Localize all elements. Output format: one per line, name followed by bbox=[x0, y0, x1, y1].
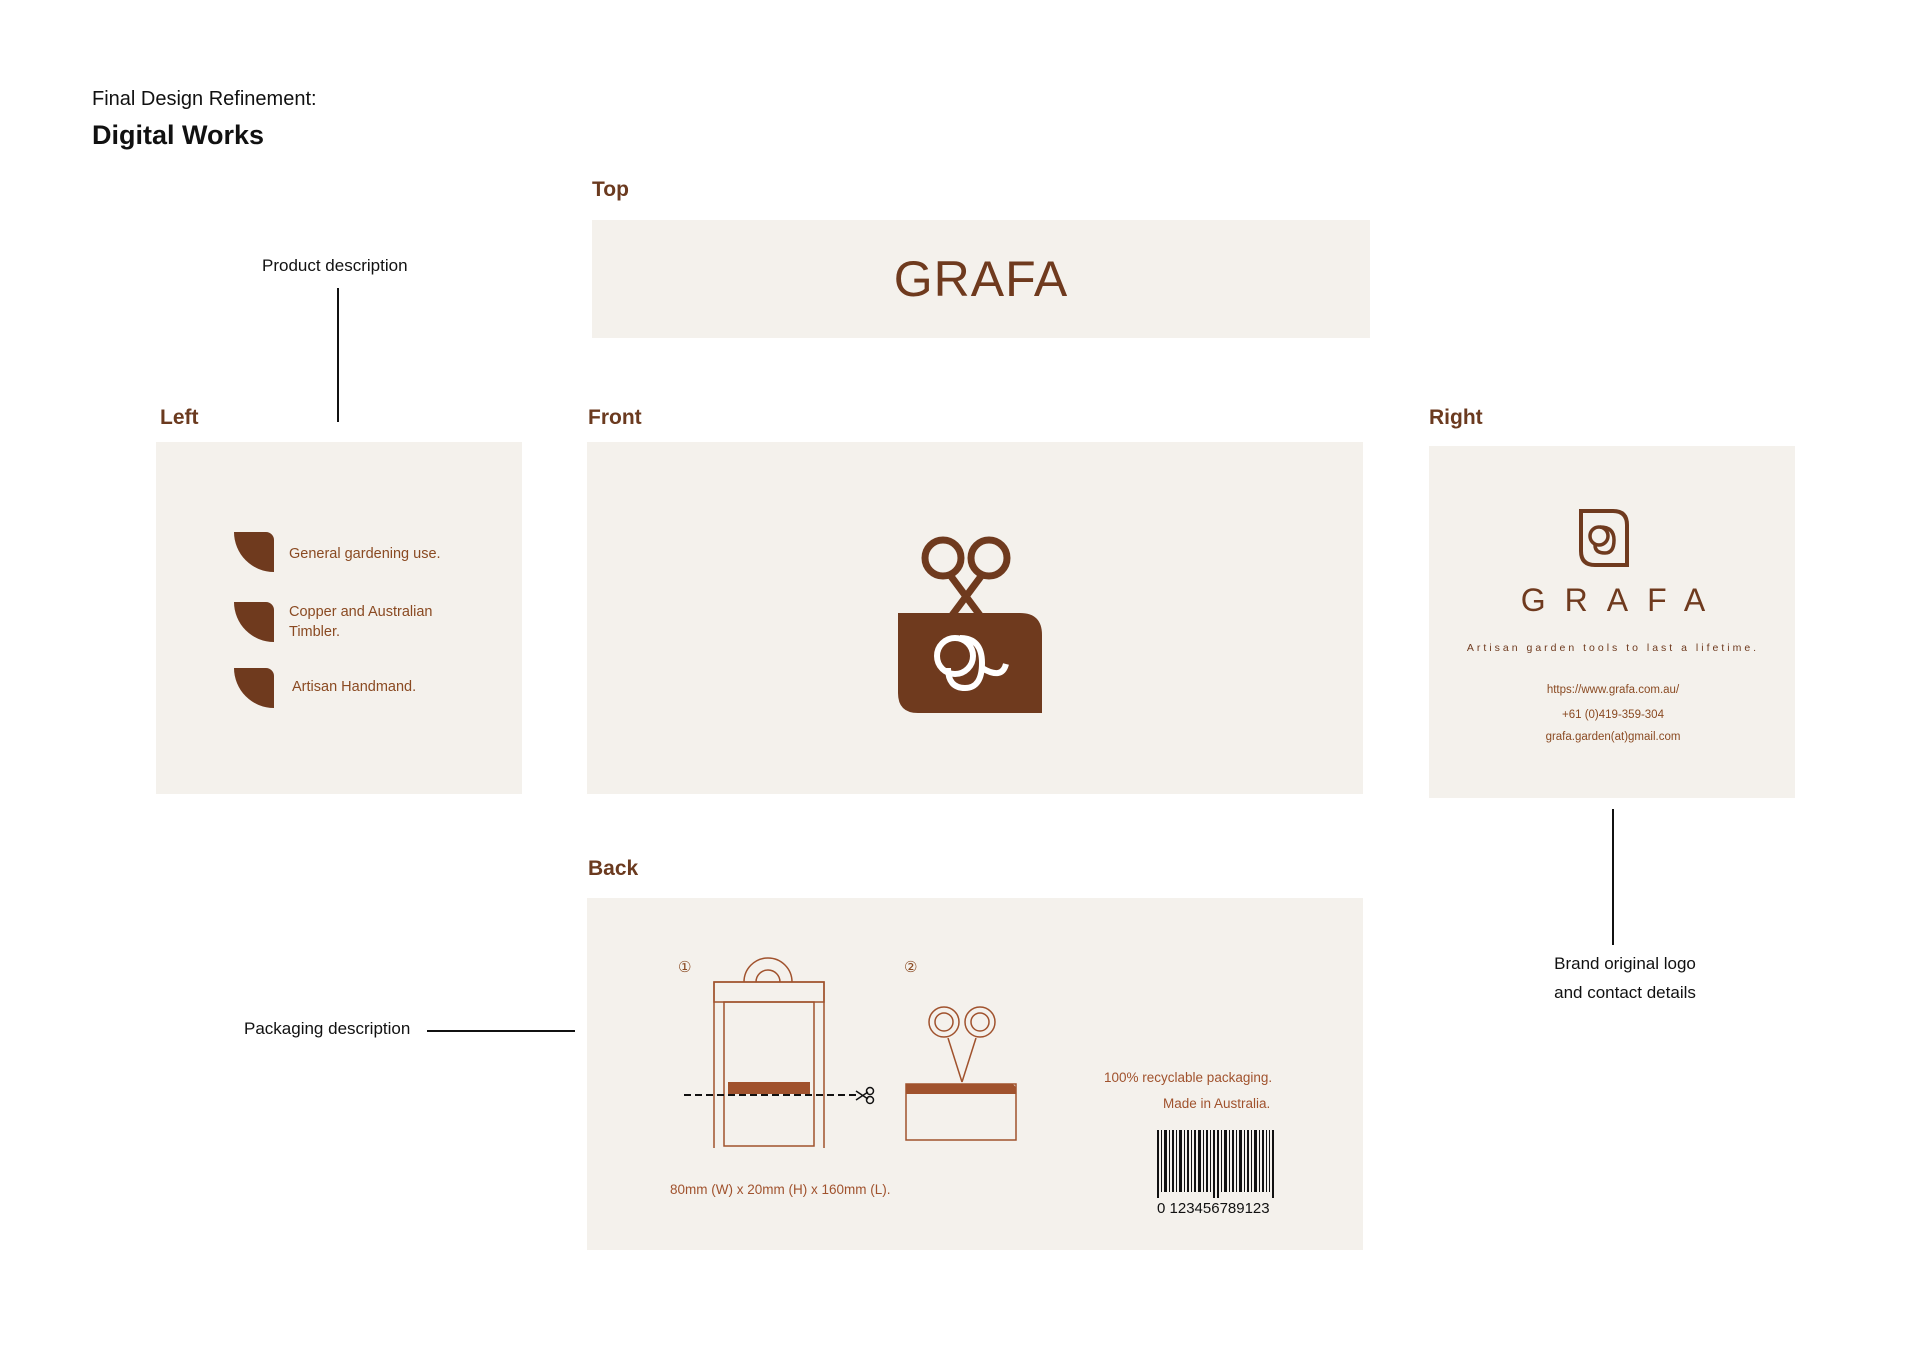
top-panel-label: Top bbox=[592, 178, 629, 201]
back-panel-label: Back bbox=[588, 857, 639, 880]
barcode-icon bbox=[1157, 1130, 1277, 1200]
package-dimensions: 80mm (W) x 20mm (H) x 160mm (L). bbox=[670, 1182, 891, 1197]
product-description-connector bbox=[337, 288, 339, 422]
page-title: Digital Works bbox=[92, 120, 265, 150]
page-subtitle: Final Design Refinement: bbox=[92, 88, 317, 110]
right-panel-label: Right bbox=[1429, 406, 1483, 429]
brand-logo-annotation-line2: and contact details bbox=[1554, 983, 1696, 1002]
step-one-marker: ① bbox=[678, 959, 692, 976]
contact-url: https://www.grafa.com.au/ bbox=[1546, 684, 1680, 696]
right-wordmark: GRAFA bbox=[1520, 582, 1725, 618]
brand-logo-icon bbox=[1578, 508, 1630, 568]
feature-item: General gardening use. bbox=[289, 546, 441, 562]
feature-item: Artisan Handmand. bbox=[292, 679, 417, 695]
brand-logo-annotation-line1: Brand original logo bbox=[1554, 954, 1696, 973]
step-two-marker: ② bbox=[904, 959, 918, 976]
feature-item: Copper and Australian Timbler. bbox=[289, 604, 433, 640]
brand-logo-connector bbox=[1612, 809, 1614, 945]
contact-email: grafa.garden(at)gmail.com bbox=[1545, 731, 1681, 743]
recyclable-note: 100% recyclable packaging. bbox=[1104, 1070, 1273, 1085]
made-in-note: Made in Australia. bbox=[1163, 1096, 1271, 1111]
packaging-open-diagram-icon bbox=[900, 996, 1024, 1144]
contact-phone: +61 (0)419-359-304 bbox=[1562, 709, 1664, 721]
barcode-number: 0 123456789123 bbox=[1157, 1200, 1270, 1217]
top-wordmark: GRAFA bbox=[893, 251, 1069, 307]
packaging-description-annotation: Packaging description bbox=[244, 1019, 411, 1038]
right-panel bbox=[1429, 446, 1795, 798]
packaging-description-connector bbox=[427, 1030, 575, 1032]
front-panel-label: Front bbox=[588, 406, 642, 429]
product-description-annotation: Product description bbox=[262, 256, 408, 275]
packaging-box-cut-diagram-icon bbox=[680, 952, 880, 1148]
left-panel-label: Left bbox=[160, 406, 199, 429]
brand-tagline: Artisan garden tools to last a lifetime. bbox=[1466, 642, 1760, 654]
front-scissors-logo-icon bbox=[890, 528, 1050, 718]
